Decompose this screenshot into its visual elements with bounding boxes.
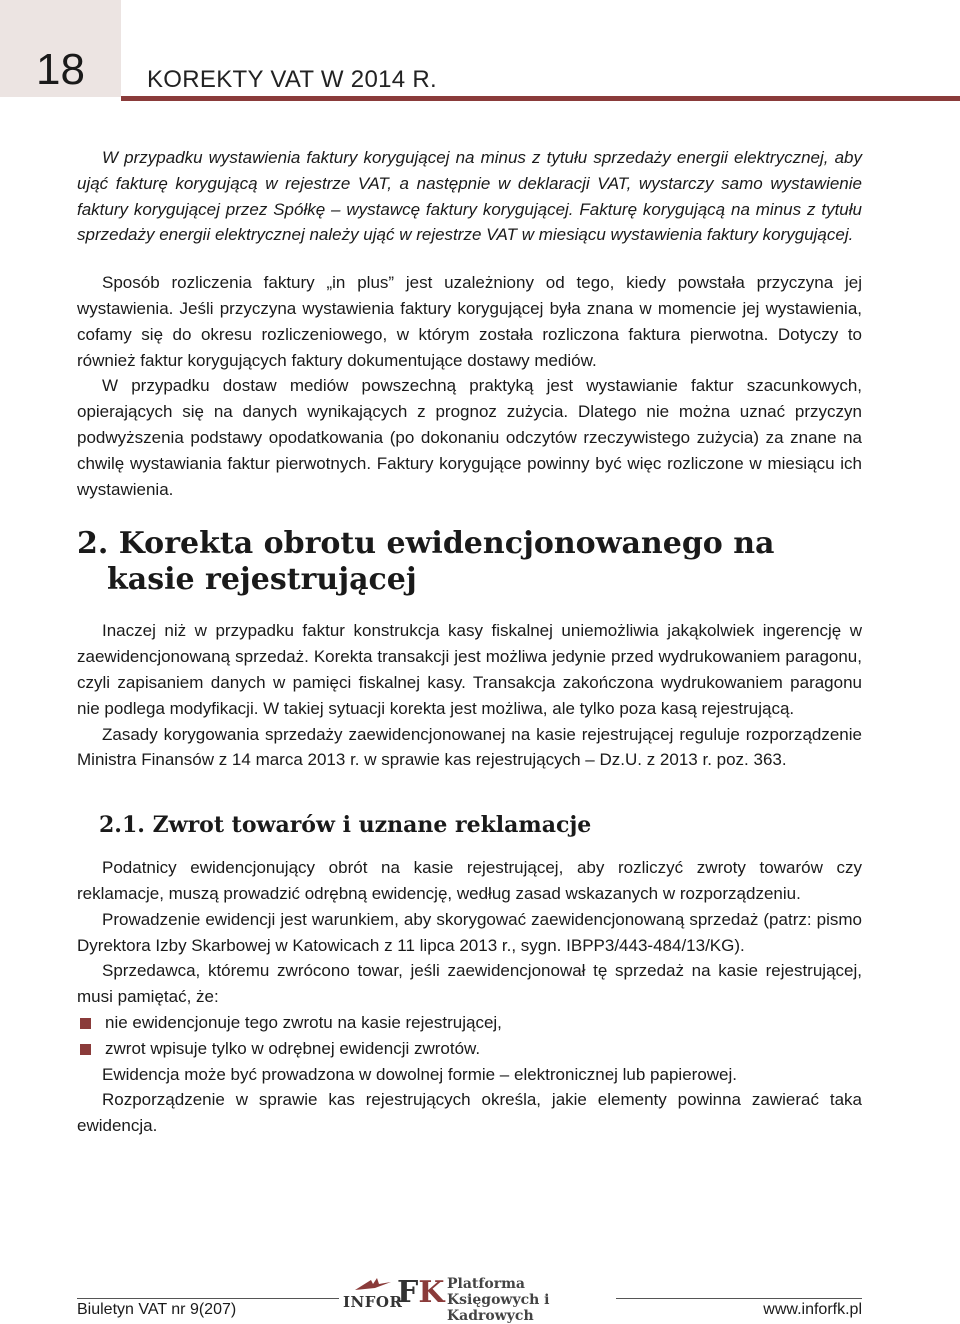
footer-rule-right [616, 1298, 862, 1299]
paragraph: Podatnicy ewidencjonujący obrót na kasie rejestrującej, aby rozliczyć zwroty towarów czy reklamacje, muszą prowadzić odrębną ewidencję, według zasad wskazanych w rozporządzeniu. [77, 858, 862, 903]
publisher-logo [343, 1275, 613, 1324]
list-item-text: nie ewidencjonuje tego zwrotu na kasie rejestrującej, [105, 1012, 502, 1032]
paragraph: W przypadku dostaw mediów powszechną praktyką jest wystawianie faktur szacunkowych, opierających się na danych wynikających z prognoz zużycia. Dlatego nie można uznać przyczyn podwyższenia podstawy opodatkowania (po dokonaniu odczytów rzeczywistego zużycia) za znane na chwilę wystawiania faktur pierwotnych. Faktury korygujące powinny być więc rozliczone w miesiącu ich wystawienia. [77, 376, 862, 499]
paragraph: Rozporządzenie w sprawie kas rejestrujących określa, jakie elementy powinna zawierać taka ewidencja. [77, 1090, 862, 1136]
square-bullet-icon [80, 1018, 91, 1029]
page-content [77, 145, 862, 1139]
square-bullet-icon [80, 1044, 91, 1055]
list-item-text: zwrot wpisuje tylko w odrębnej ewidencji zwrotów. [105, 1038, 481, 1058]
logo-fk-mark [397, 1276, 444, 1310]
list-item [77, 1036, 862, 1062]
logo-fk-f: F [397, 1275, 419, 1310]
subsection-heading: 2.1. Zwrot towarów i uznane reklamacje [99, 812, 592, 839]
logo-fk-k: K [418, 1275, 445, 1310]
footer-publication: Biuletyn VAT nr 9(207) [77, 1301, 237, 1318]
paragraph: Prowadzenie ewidencji jest warunkiem, aby skorygować zaewidencjonowaną sprzedaż (patrz: pismo Dyrektora Izby Skarbowej w Katowicach z 11 lipca 2013 r., sygn. IBPP3/443-484/13/KG). [77, 909, 862, 955]
bullet-list [77, 1010, 862, 1062]
footer-rule-left [77, 1298, 339, 1299]
paragraph-intro-italic: W przypadku wystawienia faktury korygującej na minus z tytułu sprzedaży energii elektrycznej, aby ująć fakturę korygującą w rejestrze VAT, a następnie w deklaracji VAT, wystarczy samo wystawienie faktury korygującej przez Spółkę – wystawcę faktury korygującej. Fakturę korygującą na minus z tytułu sprzedaży energii elektrycznej należy ująć w rejestrze VAT w miesiącu wystawienia faktury korygującej. [77, 148, 862, 245]
header-rule [121, 96, 960, 101]
logo-name-line1: Platforma [447, 1276, 526, 1292]
paragraph: Inaczej niż w przypadku faktur konstrukcja kasy fiskalnej uniemożliwia jakąkolwiek ingerencję w zaewidencjonowaną sprzedaż. Korekta transakcji jest możliwa jedynie przed wydrukowaniem paragonu, czyli zapisaniem danych w pamięci fiskalnej kasy. Transakcja zakończona wydrukowaniem paragonu nie podlega modyfikacji. W takiej sytuacji korekta jest możliwa, ale tylko poza kasą rejestrującą. [77, 621, 862, 718]
paragraph: Ewidencja może być prowadzona w dowolnej formie – elektronicznej lub papierowej. [102, 1064, 738, 1084]
running-title: KOREKTY VAT W 2014 R. [147, 66, 437, 93]
paragraph: Sprzedawca, któremu zwrócono towar, jeśli zaewidencjonował tę sprzedaż na kasie rejestrującej, musi pamiętać, że: [77, 961, 862, 1007]
footer-website-link[interactable]: www.inforfk.pl [763, 1301, 862, 1318]
logo-infor-text: INFOR [343, 1293, 403, 1311]
paragraph: Sposób rozliczenia faktury „in plus” jest uzależniony od tego, kiedy powstała przyczyna jej wystawienia. Jeśli przyczyna wystawienia faktury korygującej była znana w momencie jej wystawienia, cofamy się do okresu rozliczeniowego, w którym została rozliczona faktura pierwotna. Dotyczy to również faktur korygujących faktury dokumentujące dostawy mediów. [77, 273, 862, 370]
list-item [77, 1010, 862, 1036]
section-heading: 2. Korekta obrotu ewidencjonowanego na kasie rejestrującej [77, 526, 775, 598]
logo-bird-icon [353, 1276, 393, 1292]
logo-name-line2: Księgowych i Kadrowych [447, 1292, 550, 1324]
page-number: 18 [36, 45, 85, 94]
paragraph: Zasady korygowania sprzedaży zaewidencjonowanej na kasie rejestrującej reguluje rozporządzenie Ministra Finansów z 14 marca 2013 r. w sprawie kas rejestrujących – Dz.U. z 2013 r. poz. 363. [77, 724, 862, 770]
